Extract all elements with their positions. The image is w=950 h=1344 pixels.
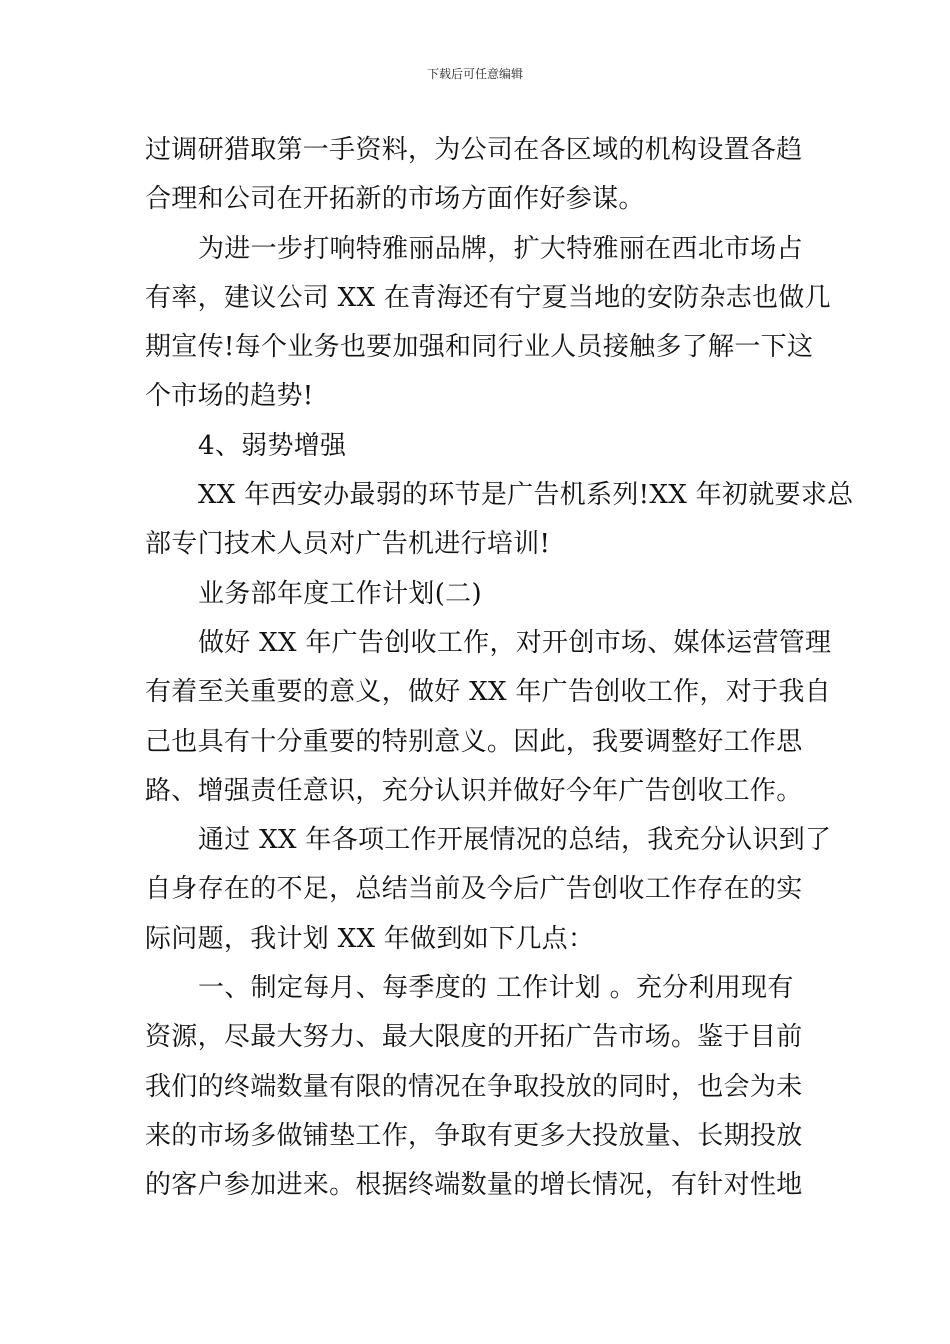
text-line: 来的市场多做铺垫工作，争取有更多大投放量、长期投放 — [145, 1120, 803, 1151]
text-line: 路、增强责任意识，充分认识并做好今年广告创收工作。 — [145, 775, 803, 806]
text-line: 己也具有十分重要的特别意义。因此，我要调整好工作思 — [145, 726, 803, 757]
text-line: 期宣传!每个业务也要加强和同行业人员接触多了解一下这 — [145, 332, 814, 363]
text-line: 际问题，我计划 XX 年做到如下几点： — [145, 923, 595, 954]
text-line: 合理和公司在开拓新的市场方面作好参谋。 — [145, 184, 645, 215]
text-line: 自身存在的不足，总结当前及今后广告创收工作存在的实 — [145, 874, 803, 905]
text-line: 部专门技术人员对广告机进行培训! — [145, 529, 551, 560]
text-line: 的客户参加进来。根据终端数量的增长情况，有针对性地 — [145, 1170, 803, 1201]
text-line: 我们的终端数量有限的情况在争取投放的同时，也会为未 — [145, 1071, 803, 1102]
page-header: 下载后可任意编辑 — [426, 67, 523, 81]
text-line: 做好 XX 年广告创收工作，对开创市场、媒体运营管理 — [198, 627, 832, 658]
section-heading: 业务部年度工作计划(二) — [198, 578, 482, 609]
text-line: 过调研猎取第一手资料，为公司在各区域的机构设置各趋 — [145, 135, 803, 165]
text-line: 有着至关重要的意义，做好 XX 年广告创收工作，对于我自 — [145, 677, 831, 708]
text-line: XX 年西安办最弱的环节是广告机系列!XX 年初就要求总 — [198, 480, 854, 511]
text-line: 为进一步打响特雅丽品牌，扩大特雅丽在西北市场占 — [198, 233, 803, 264]
text-line: 个市场的趋势! — [145, 381, 314, 412]
document-body — [145, 126, 854, 1211]
text-line: 资源，尽最大努力、最大限度的开拓广告市场。鉴于目前 — [145, 1022, 803, 1053]
section-heading: 4、弱势增强 — [198, 430, 347, 461]
text-line: 有率，建议公司 XX 在青海还有宁夏当地的安防杂志也做几 — [145, 282, 831, 313]
text-line: 一、制定每月、每季度的 工作计划 。充分利用现有 — [198, 973, 794, 1004]
text-line: 通过 XX 年各项工作开展情况的总结，我充分认识到了 — [198, 825, 832, 856]
